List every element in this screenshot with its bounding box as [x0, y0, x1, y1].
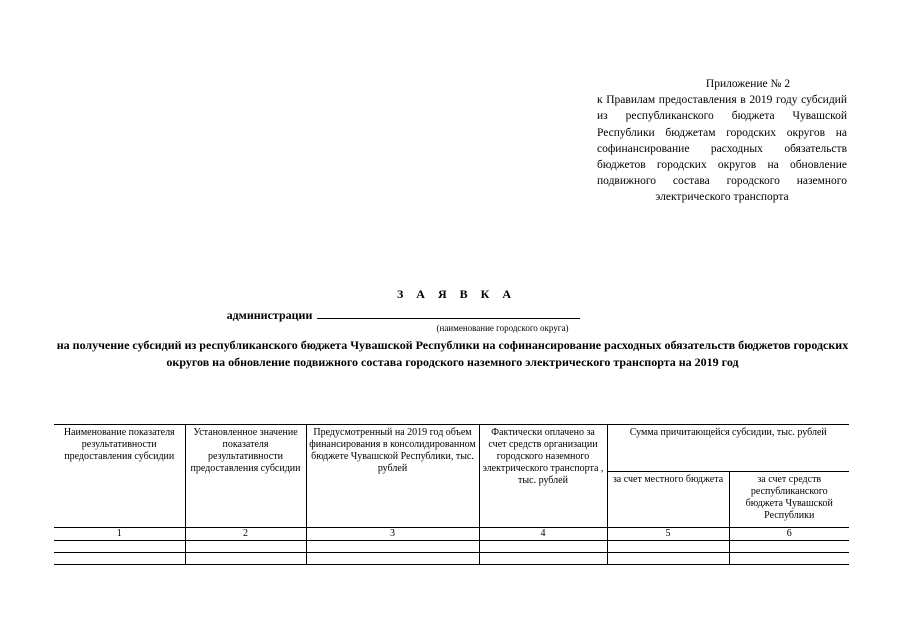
table-cell [729, 541, 849, 553]
column-number: 2 [185, 528, 306, 541]
column-numbers-row [54, 528, 849, 541]
column-header-indicator-value: Установленное значение показателя результативности предоставления субсидии [185, 425, 306, 528]
column-number: 4 [479, 528, 607, 541]
table-cell [607, 553, 729, 565]
document-title: З А Я В К А [396, 287, 517, 301]
table-cell [185, 553, 306, 565]
column-number: 3 [306, 528, 479, 541]
table-row [54, 541, 849, 553]
column-header-planned-financing: Предусмотренный на 2019 год объем финансирования в консолидированном бюджете Чувашской Республики, тыс. рублей [306, 425, 479, 528]
column-header-indicator-name: Наименование показателя результативности предоставления субсидии [54, 425, 185, 528]
request-table [54, 424, 849, 565]
table-cell [306, 553, 479, 565]
administration-name-blank [317, 306, 580, 319]
table-cell [479, 541, 607, 553]
request-title-block [40, 287, 865, 370]
administration-line [40, 306, 865, 322]
table-cell [306, 541, 479, 553]
table-cell [54, 541, 185, 553]
request-purpose: на получение субсидий из республиканского бюджета Чувашской Республики на софинансирование расходных обязательств бюджетов городских округов на обновление подвижного состава городского наземного электрического транспорта на 2019 год [56, 338, 849, 369]
table-cell [607, 541, 729, 553]
table-row [54, 553, 849, 565]
appendix-block [597, 76, 847, 206]
table-cell [54, 553, 185, 565]
column-number: 6 [729, 528, 849, 541]
table-cell [185, 541, 306, 553]
appendix-text: к Правилам предоставления в 2019 году субсидий из республиканского бюджета Чувашской Республики бюджетам городских округов на софинансирование расходных обязательств бюджетов городских округов на обновление подвижного состава городского наземного электрического транспорта [597, 94, 847, 204]
administration-label: администрации [226, 308, 313, 322]
column-header-actually-paid: Фактически оплачено за счет средств организации городского наземного электрического транспорта , тыс. рублей [479, 425, 607, 528]
column-header-local-budget: за счет местного бюджета [607, 472, 729, 528]
appendix-number: Приложение № 2 [705, 78, 791, 90]
column-number: 1 [54, 528, 185, 541]
table-cell [479, 553, 607, 565]
column-header-republican-budget: за счет средств республиканского бюджета Чувашской Республики [729, 472, 849, 528]
administration-note: (наименование городского округа) [436, 323, 569, 333]
column-number: 5 [607, 528, 729, 541]
column-header-subsidy-amount: Сумма причитающейся субсидии, тыс. рублей [607, 425, 849, 472]
table-cell [729, 553, 849, 565]
